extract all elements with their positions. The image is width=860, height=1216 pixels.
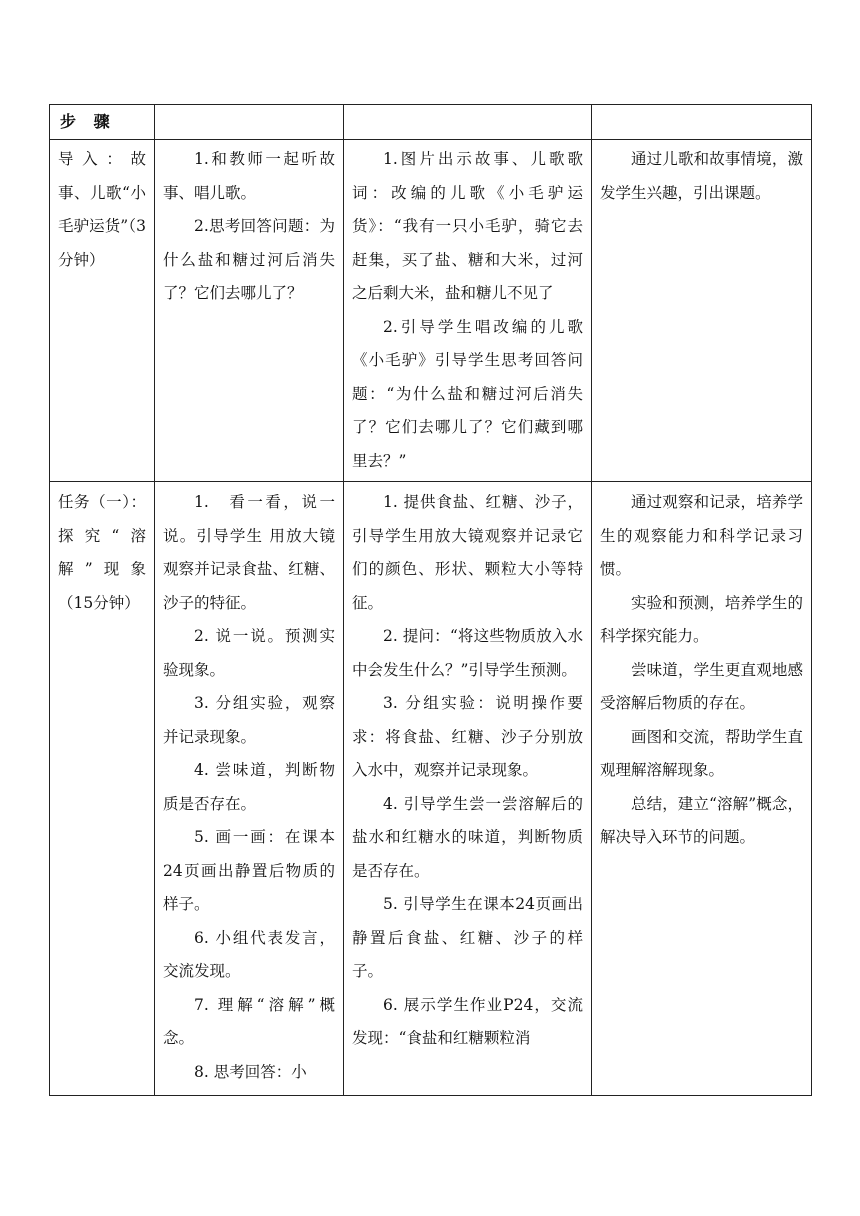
teacher-activity-cell	[344, 482, 592, 1096]
student-activity-item: 6. 小组代表发言，交流发现。	[163, 928, 335, 980]
design-intent-item: 通过儿歌和故事情境，激发学生兴趣，引出课题。	[600, 150, 803, 202]
teacher-activity-item: 2. 提问：“将这些物质放入水中会发生什么？”引导学生预测。	[352, 627, 583, 679]
teacher-activity-item: 3. 分组实验：说明操作要求：将食盐、红糖、沙子分别放入水中，观察并记录现象。	[352, 694, 583, 779]
student-activity-item: 7. 理解“溶解”概念。	[163, 995, 335, 1047]
stage-text: 导入：故事、儿歌“小毛驴运货”（3分钟）	[58, 150, 146, 269]
stage-cell	[50, 140, 155, 482]
lesson-plan-table	[49, 104, 812, 1096]
student-activity-item: 1. 看一看，说一说。引导学生 用放大镜观察并记录食盐、红糖、沙子的特征。	[163, 493, 335, 612]
student-activity-item: 1.和教师一起听故事、唱儿歌。	[163, 150, 335, 202]
design-intent-item: 通过观察和记录，培养学生的观察能力和科学记录习惯。	[600, 493, 803, 578]
student-activity-item: 2. 说一说。预测实验现象。	[163, 627, 335, 679]
teacher-activity-item: 1.图片出示故事、儿歌歌词：改编的儿歌《小毛驴运货》：“我有一只小毛驴，骑它去赶集，买了盐、糖和大米，过河之后剩大米，盐和糖儿不见了	[352, 150, 583, 302]
design-intent-item: 实验和预测，培养学生的科学探究能力。	[600, 593, 803, 645]
teacher-activity-item: 5. 引导学生在课本24页画出静置后食盐、红糖、沙子的样子。	[352, 895, 583, 980]
teacher-activity-cell	[344, 140, 592, 482]
step-label: 步 骤	[60, 112, 116, 131]
design-intent-item: 总结，建立“溶解”概念，解决导入环节的问题。	[600, 794, 803, 846]
teacher-activity-item: 2.引导学生唱改编的儿歌《小毛驴》引导学生思考回答问题：“为什么盐和糖过河后消失了？它们去哪儿了？它们藏到哪里去？”	[352, 317, 583, 470]
header-step-cell	[50, 105, 155, 140]
header-cell-3	[344, 105, 592, 140]
student-activity-cell	[155, 482, 344, 1096]
teacher-activity-item: 6. 展示学生作业P24，交流发现：“食盐和红糖颗粒消	[352, 995, 583, 1047]
student-activity-item: 4. 尝味道，判断物质是否存在。	[163, 761, 335, 813]
teacher-activity-item: 1. 提供食盐、红糖、沙子，引导学生用放大镜观察并记录它们的颜色、形状、颗粒大小等特征。	[352, 493, 583, 612]
design-intent-cell	[592, 140, 812, 482]
student-activity-item: 8. 思考回答：小	[194, 1062, 307, 1081]
student-activity-cell	[155, 140, 344, 482]
design-intent-cell	[592, 482, 812, 1096]
stage-cell	[50, 482, 155, 1096]
stage-text: 任务（一）：探究“溶解”现象（15分钟）	[58, 493, 146, 612]
header-cell-2	[155, 105, 344, 140]
header-row	[50, 105, 812, 140]
student-activity-item: 5. 画一画：在课本24页画出静置后物质的样子。	[163, 828, 335, 913]
table-row	[50, 482, 812, 1096]
header-cell-4	[592, 105, 812, 140]
design-intent-item: 尝味道，学生更直观地感受溶解后物质的存在。	[600, 660, 803, 712]
student-activity-item: 2.思考回答问题：为什么盐和糖过河后消失了？它们去哪儿了？	[163, 217, 335, 302]
design-intent-item: 画图和交流，帮助学生直观理解溶解现象。	[600, 727, 803, 779]
student-activity-item: 3. 分组实验，观察并记录现象。	[163, 694, 335, 746]
table-row	[50, 140, 812, 482]
teacher-activity-item: 4. 引导学生尝一尝溶解后的盐水和红糖水的味道，判断物质是否存在。	[352, 794, 583, 880]
